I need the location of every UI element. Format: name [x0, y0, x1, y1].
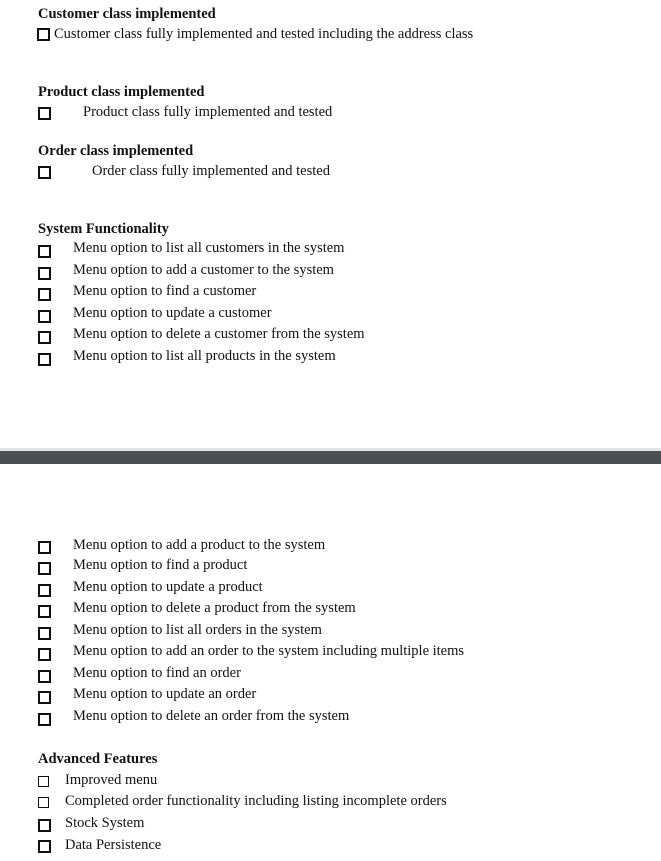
advanced-checkbox-1[interactable]: [38, 776, 49, 787]
customer-item-label: Customer class fully implemented and tested including the address class: [54, 26, 474, 42]
system-checkbox-7[interactable]: [38, 541, 51, 554]
system-item-3: Menu option to find a customer: [73, 283, 257, 299]
order-item-label: Order class fully implemented and tested: [92, 163, 330, 179]
system-item-5: Menu option to delete a customer from the system: [73, 326, 365, 342]
page-break: [0, 451, 661, 464]
system-item-13: Menu option to find an order: [73, 665, 241, 681]
system-checkbox-10[interactable]: [38, 605, 51, 618]
customer-heading: Customer class implemented: [38, 6, 216, 22]
advanced-item-3: Stock System: [65, 815, 145, 831]
system-item-15: Menu option to delete an order from the system: [73, 708, 350, 724]
advanced-heading: Advanced Features: [38, 751, 158, 767]
system-checkbox-13[interactable]: [38, 670, 51, 683]
system-checkbox-8[interactable]: [38, 562, 51, 575]
system-item-11: Menu option to list all orders in the system: [73, 622, 322, 638]
advanced-item-1: Improved menu: [65, 772, 158, 788]
system-item-8: Menu option to find a product: [73, 557, 248, 573]
system-item-12: Menu option to add an order to the system including multiple items: [73, 643, 465, 659]
system-checkbox-14[interactable]: [38, 691, 51, 704]
system-checkbox-3[interactable]: [38, 288, 51, 301]
product-heading: Product class implemented: [38, 84, 205, 100]
advanced-checkbox-2[interactable]: [38, 797, 49, 808]
advanced-item-4: Data Persistence: [65, 837, 162, 853]
system-checkbox-2[interactable]: [38, 267, 51, 280]
system-checkbox-12[interactable]: [38, 648, 51, 661]
system-checkbox-1[interactable]: [38, 245, 51, 258]
system-item-7: Menu option to add a product to the system: [73, 537, 326, 553]
system-item-9: Menu option to update a product: [73, 579, 263, 595]
product-item-label: Product class fully implemented and tested: [83, 104, 333, 120]
order-checkbox[interactable]: [38, 166, 51, 179]
system-checkbox-4[interactable]: [38, 310, 51, 323]
advanced-checkbox-4[interactable]: [38, 840, 51, 853]
system-item-2: Menu option to add a customer to the system: [73, 262, 334, 278]
system-item-1: Menu option to list all customers in the system: [73, 240, 345, 256]
system-item-14: Menu option to update an order: [73, 686, 257, 702]
system-checkbox-6[interactable]: [38, 353, 51, 366]
system-checkbox-11[interactable]: [38, 627, 51, 640]
system-item-4: Menu option to update a customer: [73, 305, 272, 321]
system-checkbox-15[interactable]: [38, 713, 51, 726]
product-checkbox[interactable]: [38, 107, 51, 120]
system-checkbox-5[interactable]: [38, 331, 51, 344]
customer-checkbox[interactable]: [37, 28, 50, 41]
order-heading: Order class implemented: [38, 143, 194, 159]
system-checkbox-9[interactable]: [38, 584, 51, 597]
advanced-item-2: Completed order functionality including listing incomplete orders: [65, 793, 447, 809]
system-item-6: Menu option to list all products in the system: [73, 348, 336, 364]
system-item-10: Menu option to delete a product from the system: [73, 600, 356, 616]
system-heading: System Functionality: [38, 221, 169, 237]
advanced-checkbox-3[interactable]: [38, 819, 51, 832]
